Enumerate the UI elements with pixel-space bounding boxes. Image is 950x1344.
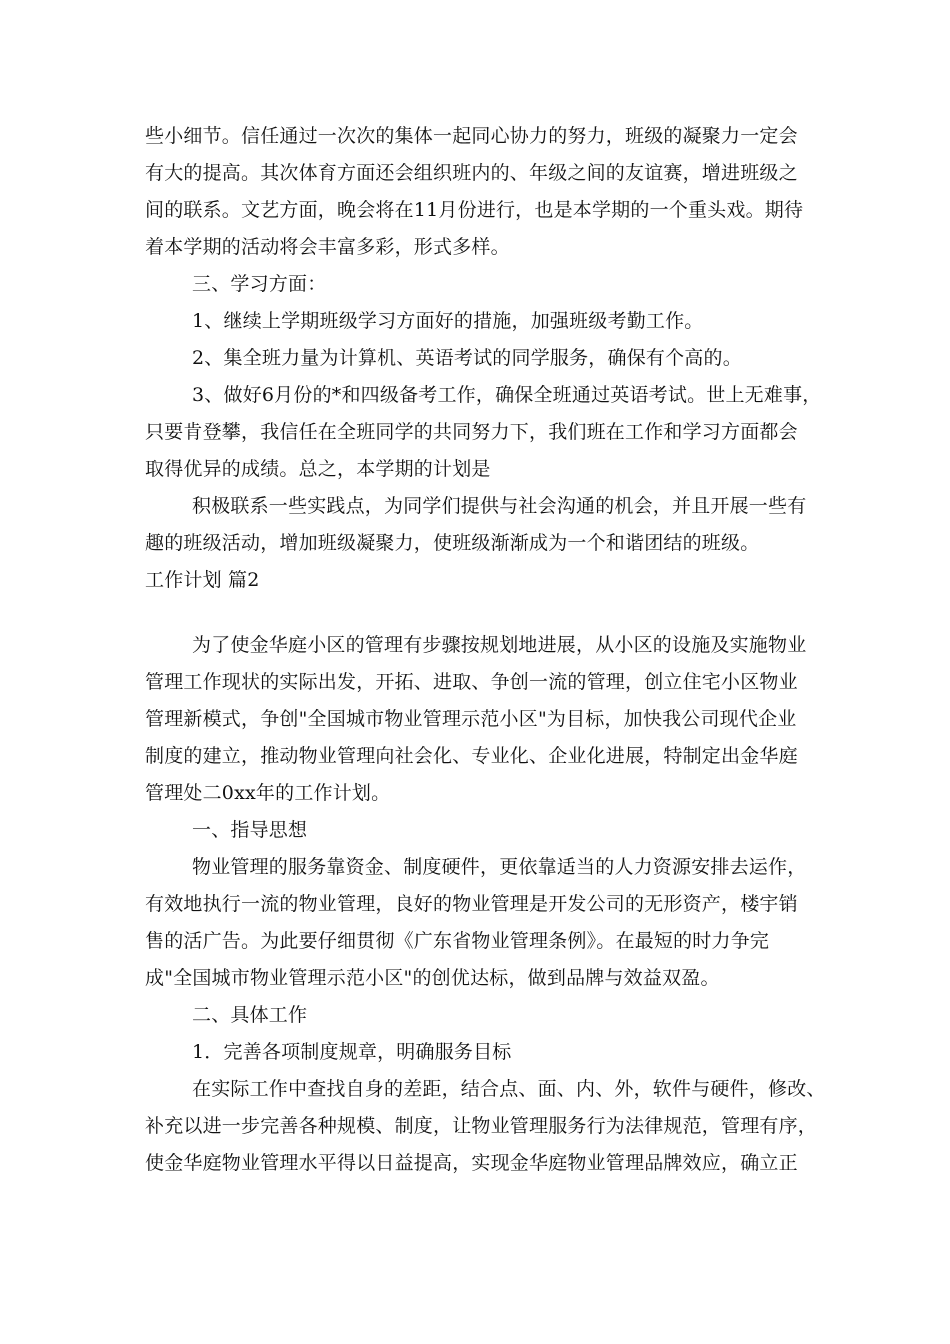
- paragraph-line: 有效地执行一流的物业管理，良好的物业管理是开发公司的无形资产，楼宇销: [145, 893, 798, 915]
- paragraph-line: 在实际工作中查找自身的差距，结合点、面、内、外，软件与硬件，修改、: [192, 1078, 826, 1100]
- paragraph-line: 着本学期的活动将会丰富多彩，形式多样。: [145, 236, 510, 258]
- list-item: 1、继续上学期班级学习方面好的措施，加强班级考勤工作。: [192, 310, 704, 332]
- paragraph-line: 管理新模式，争创"全国城市物业管理示范小区"为目标，加快我公司现代企业: [145, 708, 797, 730]
- paragraph-line: 制度的建立，推动物业管理向社会化、专业化、企业化进展，特制定出金华庭: [145, 745, 798, 767]
- paragraph-line: 物业管理的服务靠资金、制度硬件，更依靠适当的人力资源安排去运作，: [192, 856, 807, 878]
- paragraph-line: 取得优异的成绩。总之，本学期的计划是: [145, 458, 491, 480]
- paragraph-line: 成"全国城市物业管理示范小区"的创优达标，做到品牌与效益双盈。: [145, 967, 720, 989]
- paragraph-line: 趣的班级活动，增加班级凝聚力，使班级渐渐成为一个和谐团结的班级。: [145, 532, 760, 554]
- list-item: 2、集全班力量为计算机、英语考试的同学服务，确保有个高的。: [192, 347, 742, 369]
- paragraph-line: 售的活广告。为此要仔细贯彻《广东省物业管理条例》。在最短的时力争完: [145, 930, 770, 952]
- paragraph-line: 补充以进一步完善各种规模、制度，让物业管理服务行为法律规范，管理有序，: [145, 1115, 818, 1137]
- paragraph-line: 只要肯登攀，我信任在全班同学的共同努力下，我们班在工作和学习方面都会: [145, 421, 798, 443]
- paragraph-line: 有大的提高。其次体育方面还会组织班内的、年级之间的友谊赛，增进班级之: [145, 162, 798, 184]
- subsection-heading: 1．完善各项制度规章，明确服务目标: [192, 1041, 512, 1063]
- paragraph-line: 间的联系。文艺方面，晚会将在11月份进行，也是本学期的一个重头戏。期待: [145, 199, 804, 221]
- section-heading: 三、学习方面：: [192, 273, 327, 295]
- paragraph-line: 积极联系一些实践点，为同学们提供与社会沟通的机会，并且开展一些有: [192, 495, 807, 517]
- section-title: 工作计划 篇2: [145, 569, 260, 591]
- paragraph-line: 些小细节。信任通过一次次的集体一起同心协力的努力，班级的凝聚力一定会: [145, 125, 798, 147]
- paragraph-line: 管理处二0xx年的工作计划。: [145, 782, 391, 804]
- paragraph-line: 为了使金华庭小区的管理有步骤按规划地进展，从小区的设施及实施物业: [192, 634, 807, 656]
- section-heading: 一、指导思想: [192, 819, 308, 841]
- list-item: 3、做好6月份的*和四级备考工作，确保全班通过英语考试。世上无难事，: [192, 384, 822, 406]
- paragraph-line: 使金华庭物业管理水平得以日益提高，实现金华庭物业管理品牌效应，确立正: [145, 1152, 798, 1174]
- section-heading: 二、具体工作: [192, 1004, 308, 1026]
- paragraph-line: 管理工作现状的实际出发，开拓、进取、争创一流的管理，创立住宅小区物业: [145, 671, 798, 693]
